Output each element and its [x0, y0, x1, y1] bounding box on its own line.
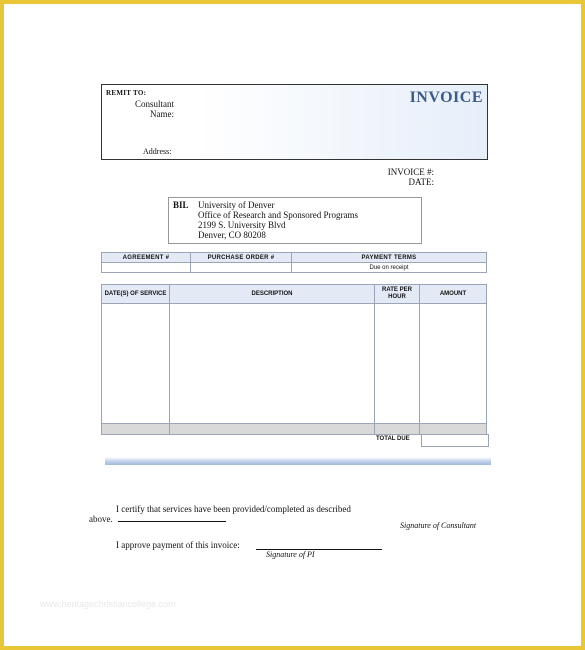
bill-to-label: BIL [173, 200, 189, 210]
certification-text: I certify that services have been provided/completed as described [116, 504, 351, 514]
footer-cell [375, 424, 420, 435]
purchase-order-value [191, 263, 292, 273]
invoice-title: INVOICE [409, 89, 483, 106]
invoice-meta [384, 167, 434, 187]
remit-to-label: REMIT TO: [106, 89, 147, 97]
payment-terms-value: Due on receipt [292, 263, 487, 273]
approval-text: I approve payment of this invoice: [116, 540, 240, 550]
total-due-field [421, 434, 489, 447]
footer-cell [170, 424, 375, 435]
remit-to-box [101, 84, 488, 160]
consultant-signature-line [118, 521, 226, 522]
agreement-header: AGREEMENT # [102, 253, 191, 263]
bill-line: 2199 S. University Blvd [198, 220, 286, 230]
description-cell [170, 304, 375, 424]
dates-header: DATE(S) OF SERVICE [102, 285, 170, 304]
rate-header: RATE PER HOUR [375, 285, 420, 304]
line-items-table [101, 284, 487, 435]
bill-to-address [198, 200, 358, 240]
footer-cell [420, 424, 487, 435]
terms-value-row [102, 263, 487, 273]
bill-to-box [168, 197, 422, 244]
consultant-signature-label: Signature of Consultant [400, 521, 477, 530]
amount-cell [420, 304, 487, 424]
date-label: DATE: [408, 177, 434, 187]
invoice-number-label: INVOICE #: [387, 167, 434, 177]
items-body-row [102, 304, 487, 424]
items-header-row [102, 285, 487, 304]
watermark-text: www.heritagechristiancollege.com [40, 599, 176, 609]
address-label: Address: [143, 147, 172, 156]
invoice-page [4, 4, 581, 646]
dates-cell [102, 304, 170, 424]
certification-above: above. [89, 514, 113, 524]
bill-line: Denver, CO 80208 [198, 230, 266, 240]
payment-terms-header: PAYMENT TERMS [292, 253, 487, 263]
terms-table [101, 252, 487, 273]
amount-header: AMOUNT [420, 285, 487, 304]
agreement-value [102, 263, 191, 273]
total-due-label: TOTAL DUE [376, 436, 410, 442]
rate-cell [375, 304, 420, 424]
footer-cell [102, 424, 170, 435]
description-header: DESCRIPTION [170, 285, 375, 304]
consultant-name-label: Consultant Name: [134, 99, 174, 119]
bill-line: Office of Research and Sponsored Programs [198, 210, 359, 220]
items-footer-row [102, 424, 487, 435]
bill-line: University of Denver [198, 200, 275, 210]
terms-header-row [102, 253, 487, 263]
purchase-order-header: PURCHASE ORDER # [191, 253, 292, 263]
divider-stripe [105, 457, 491, 465]
pi-signature-label: Signature of PI [266, 550, 315, 559]
